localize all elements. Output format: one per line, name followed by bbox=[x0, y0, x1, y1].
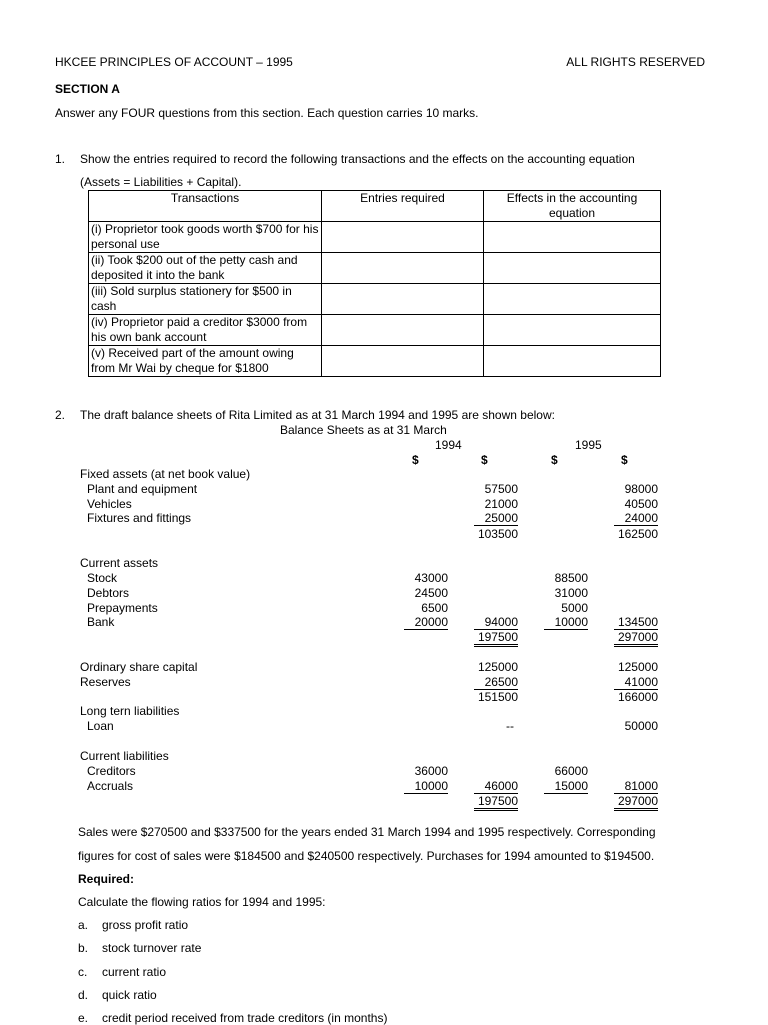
amount: 31000 bbox=[554, 586, 588, 600]
total-amount: 151500 bbox=[477, 690, 518, 704]
line-label: Creditors bbox=[87, 764, 136, 778]
ratio-item: quick ratio bbox=[102, 988, 157, 1002]
amount: 88500 bbox=[554, 571, 588, 585]
ratio-letter: d. bbox=[78, 988, 89, 1002]
line-label: Bank bbox=[87, 615, 115, 629]
line-label: Fixtures and fittings bbox=[87, 511, 192, 525]
amount: 6500 bbox=[421, 601, 448, 615]
amount: 15000 bbox=[544, 779, 588, 794]
currency-header: $ bbox=[551, 453, 558, 467]
table-row bbox=[89, 222, 661, 253]
section-title: SECTION A bbox=[55, 82, 120, 96]
amount: 5000 bbox=[561, 601, 588, 615]
entries-cell bbox=[322, 315, 484, 346]
amount: 125000 bbox=[617, 660, 658, 674]
amount: 10000 bbox=[404, 779, 448, 794]
total-amount: 162500 bbox=[617, 527, 658, 541]
total-amount: 297000 bbox=[614, 794, 658, 811]
line-label: Plant and equipment bbox=[87, 482, 198, 496]
current-assets-heading: Current assets bbox=[80, 556, 159, 570]
amount: 98000 bbox=[624, 482, 658, 496]
line-label: Debtors bbox=[87, 586, 130, 600]
line-label: Stock bbox=[87, 571, 118, 585]
currency-header: $ bbox=[621, 453, 628, 467]
effects-cell bbox=[484, 315, 661, 346]
amount: 36000 bbox=[414, 764, 448, 778]
amount: 20000 bbox=[404, 615, 448, 630]
amount: 57500 bbox=[484, 482, 518, 496]
currency-header: $ bbox=[412, 453, 419, 467]
effects-cell bbox=[484, 284, 661, 315]
table-header-row bbox=[89, 191, 661, 222]
currency-header: $ bbox=[481, 453, 488, 467]
header-effects: Effects in the accounting equation bbox=[484, 191, 661, 222]
header-entries-required: Entries required bbox=[322, 191, 484, 222]
effects-cell bbox=[484, 346, 661, 377]
entries-cell bbox=[322, 346, 484, 377]
amount: 66000 bbox=[554, 764, 588, 778]
transaction-cell: (ii) Took $200 out of the petty cash and deposited it into the bank bbox=[89, 253, 322, 284]
ratio-item: stock turnover rate bbox=[102, 941, 202, 955]
current-liabilities-heading: Current liabilities bbox=[80, 749, 169, 763]
amount: 50000 bbox=[624, 719, 658, 733]
amount: 43000 bbox=[414, 571, 448, 585]
ratio-letter: b. bbox=[78, 941, 89, 955]
transaction-cell: (iii) Sold surplus stationery for $500 in cash bbox=[89, 284, 322, 315]
total-amount: 166000 bbox=[617, 690, 658, 704]
year-1995-heading: 1995 bbox=[575, 438, 602, 452]
q2-paragraph-line1: Sales were $270500 and $337500 for the years ended 31 March 1994 and 1995 respectively. Corresponding bbox=[78, 825, 656, 839]
loan-label: Loan bbox=[87, 719, 114, 733]
q2-number: 2. bbox=[55, 408, 66, 422]
transaction-cell: (iv) Proprietor paid a creditor $3000 from his own bank account bbox=[89, 315, 322, 346]
reserves-label: Reserves bbox=[80, 675, 131, 689]
line-label: Prepayments bbox=[87, 601, 158, 615]
q1-transactions-table bbox=[88, 190, 661, 377]
subtotal-amount: 134500 bbox=[614, 615, 658, 630]
document-header-rights: ALL RIGHTS RESERVED bbox=[566, 55, 705, 69]
table-row bbox=[89, 315, 661, 346]
total-amount: 103500 bbox=[477, 527, 518, 541]
amount: 24500 bbox=[414, 586, 448, 600]
table-row bbox=[89, 284, 661, 315]
amount: 125000 bbox=[477, 660, 518, 674]
calc-intro: Calculate the flowing ratios for 1994 and 1995: bbox=[78, 895, 326, 909]
amount: 40500 bbox=[624, 497, 658, 511]
year-1994-heading: 1994 bbox=[435, 438, 462, 452]
long-term-heading: Long tern liabilities bbox=[80, 704, 180, 718]
total-amount: 197500 bbox=[474, 630, 518, 647]
transaction-cell: (v) Received part of the amount owing from Mr Wai by cheque for $1800 bbox=[89, 346, 322, 377]
subtotal-amount: 46000 bbox=[474, 779, 518, 794]
transaction-cell: (i) Proprietor took goods worth $700 for his personal use bbox=[89, 222, 322, 253]
q1-text-line2: (Assets = Liabilities + Capital). bbox=[80, 175, 242, 189]
effects-cell bbox=[484, 253, 661, 284]
required-label: Required: bbox=[78, 872, 135, 886]
q2-paragraph-line2: figures for cost of sales were $184500 and $240500 respectively. Purchases for 1994 amounted to $194500. bbox=[78, 849, 655, 863]
entries-cell bbox=[322, 222, 484, 253]
subtotal-amount: 94000 bbox=[474, 615, 518, 630]
amount: 41000 bbox=[614, 675, 658, 690]
table-row bbox=[89, 253, 661, 284]
share-capital-label: Ordinary share capital bbox=[80, 660, 198, 674]
document-header-title: HKCEE PRINCIPLES OF ACCOUNT – 1995 bbox=[55, 55, 293, 69]
amount: 21000 bbox=[484, 497, 518, 511]
total-amount: 297000 bbox=[614, 630, 658, 647]
balance-sheet-title: Balance Sheets as at 31 March bbox=[280, 423, 447, 437]
ratio-letter: a. bbox=[78, 918, 89, 932]
entries-cell bbox=[322, 253, 484, 284]
table-row bbox=[89, 346, 661, 377]
ratio-item: credit period received from trade creditors (in months) bbox=[102, 1011, 388, 1025]
header-transactions: Transactions bbox=[89, 191, 322, 222]
line-label: Vehicles bbox=[87, 497, 132, 511]
q1-text-line1: Show the entries required to record the following transactions and the effects on the accounting equation bbox=[80, 152, 635, 166]
amount: -- bbox=[506, 719, 514, 733]
amount: 24000 bbox=[614, 511, 658, 526]
section-instruction: Answer any FOUR questions from this section. Each question carries 10 marks. bbox=[55, 106, 479, 120]
effects-cell bbox=[484, 222, 661, 253]
ratio-letter: c. bbox=[78, 965, 88, 979]
ratio-letter: e. bbox=[78, 1011, 89, 1025]
subtotal-amount: 81000 bbox=[614, 779, 658, 794]
ratio-item: gross profit ratio bbox=[102, 918, 189, 932]
entries-cell bbox=[322, 284, 484, 315]
line-label: Accruals bbox=[87, 779, 134, 793]
fixed-assets-heading: Fixed assets (at net book value) bbox=[80, 467, 251, 481]
amount: 10000 bbox=[544, 615, 588, 630]
total-amount: 197500 bbox=[474, 794, 518, 811]
q1-number: 1. bbox=[55, 152, 66, 166]
ratio-item: current ratio bbox=[102, 965, 167, 979]
amount: 26500 bbox=[474, 675, 518, 690]
amount: 25000 bbox=[474, 511, 518, 526]
q2-intro: The draft balance sheets of Rita Limited as at 31 March 1994 and 1995 are shown below: bbox=[80, 408, 555, 422]
